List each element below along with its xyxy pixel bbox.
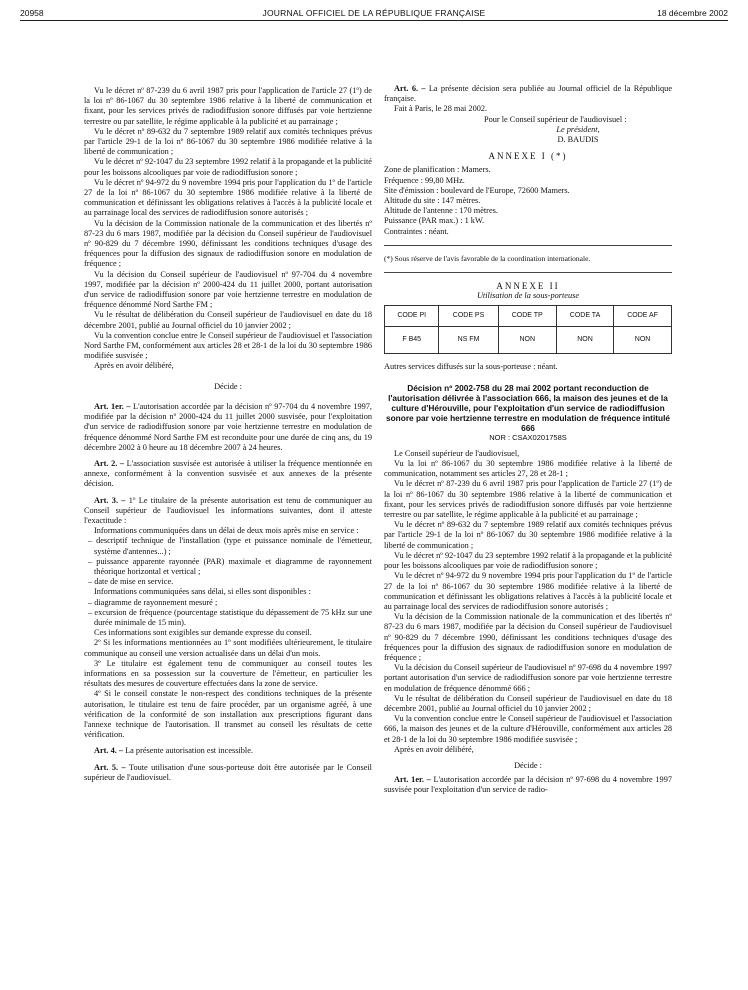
article-paragraph: 2º Si les informations mentionnées au 1º sont modifiées ultérieurement, le titulaire communique au conseil une version actualisée dans un délai d'un mois.	[84, 638, 372, 658]
annexe-item: Site d'émission : boulevard de l'Europe, 72600 Mamers.	[384, 185, 570, 195]
fait-a-paris: Fait à Paris, le 28 mai 2002.	[394, 104, 488, 114]
decide-heading: Décide :	[214, 381, 242, 391]
signature-role: Le président,	[556, 124, 600, 134]
table-header-cell: CODE PI	[385, 306, 439, 327]
article-text: 1º Le titulaire de la présente autorisation est tenu de communiquer au Conseil supérieur de l'audiovisuel les informations suivantes, dont il atteste l'exactitude :	[84, 495, 373, 525]
table-header-cell: CODE TA	[556, 306, 613, 327]
considerant-paragraph: Vu le décret nº 92-1047 du 23 septembre 1992 relatif à la propagande et la publicité pour les boissons alcooliques par voie de radiodiffusion sonore ;	[384, 550, 672, 571]
left-column	[84, 86, 372, 783]
considerant-paragraph: Vu le résultat de délibération du Conseil supérieur de l'audiovisuel en date du 18 décembre 2001, publié au Journal officiel du 10 janvier 2002 ;	[84, 310, 372, 330]
table-cell: NON	[556, 327, 613, 354]
considerant-paragraph: Vu le décret nº 94-972 du 9 novembre 1994 pris pour l'application du 1º de l'article 27 de la loi nº 86-1067 du 30 septembre 1986 modifiée relative à la liberté de communication et définissant les obligations relatives à l'accès à la publicité locale et au parrainage local des services de radiodiffusion sonore autorisés ;	[384, 571, 672, 611]
article-paragraph: Ces informations sont exigibles sur demande expresse du conseil.	[94, 628, 312, 638]
right-column	[384, 84, 672, 796]
decision-title: Décision nº 2002-758 du 28 mai 2002 portant reconduction de l'autorisation délivrée à l'association 666, la maison des jeunes et de la culture d'Hérouville, pour l'exploitation d'un service de radiodiffusion sonore par voie hertzienne terrestre en modulation de fréquence intitulé 666	[386, 382, 670, 433]
info-delay-list	[84, 536, 372, 587]
subcarrier-table	[384, 305, 672, 354]
list-item: – date de mise en service.	[88, 577, 174, 587]
considerant-paragraph: Après en avoir délibéré,	[394, 744, 474, 754]
article-2	[84, 459, 372, 490]
article-paragraph: 3º Le titulaire est également tenu de communiquer au conseil toutes les informations en sa possession sur la couverture de l'émetteur, en particulier les résultats des mesures de couverture effectuées dans la zone de service.	[84, 658, 372, 689]
considerant-paragraph: Vu le décret nº 94-972 du 9 novembre 1994 pris pour l'application du 1º de l'article 27 de la loi nº 86-1067 du 30 septembre 1986 modifiée relative à la liberté de communication et définissant les obligations relatives à l'accès à la publicité locale et au parrainage local des services de radiodiffusion sonore autorisés ;	[84, 177, 372, 218]
list-item: – excursion de fréquence (pourcentage statistique du dépassement de 75 kHz sur une durée minimale de 15 min).	[88, 607, 372, 627]
decision-2-considerants	[384, 449, 672, 755]
page-header	[20, 6, 728, 21]
table-header-cell: CODE PS	[439, 306, 498, 327]
table-cell: NS FM	[439, 327, 498, 354]
annexe-item: Zone de planification : Mamers.	[384, 165, 491, 175]
article-1-decision-2	[384, 775, 672, 795]
article-5	[84, 763, 372, 783]
article-label: Art. 4. –	[94, 746, 124, 756]
considerant-paragraph: Vu le décret nº 87-239 du 6 avril 1987 pris pour l'application de l'article 27 (1º) de la loi nº 86-1067 du 30 septembre 1986 relative à la liberté de communication et fixant, pour les services privés de radiodiffusion sonore diffusés par voie hertzienne terrestre ou par satellite, le régime applicable à la publicité et au parrainage ;	[84, 86, 372, 126]
nor-reference: NOR : CSAX0201758S	[489, 432, 567, 442]
considerant-paragraph: Vu la décision de la Commission nationale de la communication et des libertés nº 87-23 du 6 mars 1987, modifiée par la décision du Conseil supérieur de l'audiovisuel nº 90-829 du 7 décembre 1990, définissant les conditions techniques d'usage des fréquences pour la diffusion des signaux de radiodiffusion sonore en modulation de fréquence ;	[384, 612, 672, 662]
article-text: L'autorisation accordée par la décision nº 97-704 du 4 novembre 1997, modifiée par la décision nº 2000-424 du 11 juillet 2000 susvisée, pour l'exploitation d'un service de radiodiffusion sonore par voie hertzienne terrestre en modulation de fréquence dénommé Nord Sarthe FM est reconduite pour une durée de cinq ans, du 19 décembre 2002 à 0 heure au 18 décembre 2007 à 24 heures.	[84, 401, 373, 452]
considerant-paragraph: Vu le décret nº 92-1047 du 23 septembre 1992 relatif à la propagande et la publicité pour les boissons alcooliques par voie de radiodiffusion sonore ;	[84, 157, 372, 177]
article-label: Art. 5. –	[94, 762, 126, 772]
page-number: 20958	[20, 8, 44, 18]
article-3-continued	[84, 628, 372, 740]
signatory-name: D. BAUDIS	[557, 135, 599, 145]
article-label: Art. 2. –	[94, 458, 125, 468]
journal-title: JOURNAL OFFICIEL DE LA RÉPUBLIQUE FRANÇAISE	[262, 8, 486, 18]
table-row	[385, 327, 672, 354]
issue-date: 18 décembre 2002	[657, 8, 728, 18]
article-text: L'autorisation accordée par la décision nº 97-698 du 4 novembre 1997 susvisée pour l'exploitation d'un service de radio-	[384, 775, 672, 795]
considerant-paragraph: Vu la convention conclue entre le Conseil supérieur de l'audiovisuel et l'association 666, la maison des jeunes et de la culture d'Hérouville, conformément aux articles 28 et 28-1 de la loi du 30 septembre 1986 modifiée susvisée ;	[384, 714, 672, 744]
annexe-item: Fréquence : 99,80 MHz.	[384, 175, 465, 185]
considerant-paragraph: Vu le décret nº 89-632 du 7 septembre 1989 relatif aux comités techniques prévus par l'article 29-1 de la loi nº 86-1067 du 30 septembre 1986 modifiée relative à la liberté de communication ;	[384, 520, 672, 550]
table-cell: NON	[498, 327, 556, 354]
table-header-cell: CODE TP	[498, 306, 556, 327]
table-header-cell: CODE AF	[614, 306, 672, 327]
annexe-1-list	[384, 165, 672, 236]
annexe-2-title: ANNEXE II	[496, 281, 560, 292]
annexe-1-title: ANNEXE I (*)	[488, 151, 568, 162]
article-4	[84, 746, 372, 756]
considerant-paragraph: Vu le décret nº 87-239 du 6 avril 1987 pris pour l'application de l'article 27 (1º) de la loi nº 86-1067 du 30 septembre 1986 relative à la liberté de communication et fixant, pour les services privés de radiodiffusion sonore diffusés par voie hertzienne terrestre ou par satellite, le régime applicable à la publicité et au parrainage ;	[384, 479, 672, 520]
decide-heading-2: Décide :	[514, 760, 542, 770]
info-now: Informations communiquées sans délai, si elles sont disponibles :	[94, 587, 311, 597]
considerant-paragraph: Vu la convention conclue entre le Conseil supérieur de l'audiovisuel et l'association Nord Sarthe FM, conformément aux articles 28 et 28-1 de la loi du 30 septembre 1986 modifiée susvisée ;	[84, 330, 372, 361]
article-3	[84, 496, 372, 527]
list-item: – descriptif technique de l'installation (type et puissance nominale de l'émetteur, système d'antennes...) ;	[88, 536, 372, 556]
considerant-paragraph: Vu la loi nº 86-1067 du 30 septembre 1986 modifiée relative à la liberté de communication, notamment ses articles 27, 28 et 28-1 ;	[384, 459, 672, 479]
article-text: La présente autorisation est incessible.	[125, 746, 253, 756]
list-item: – puissance apparente rayonnée (PAR) maximale et diagramme de rayonnement théorique horizontal et vertical ;	[88, 556, 372, 576]
considerant-paragraph: Vu la décision du Conseil supérieur de l'audiovisuel nº 97-698 du 4 novembre 1997 portant autorisation d'un service de radiodiffusion sonore par voie hertzienne terrestre en modulation de fréquence dénommé 666 ;	[384, 663, 672, 693]
signature-pour: Pour le Conseil supérieur de l'audiovisuel :	[484, 114, 627, 124]
info-delay: Informations communiquées dans un délai de deux mois après mise en service :	[94, 526, 359, 536]
annexe-item: Puissance (PAR max.) : 1 kW.	[384, 216, 485, 226]
considerants-list	[84, 86, 372, 372]
table-cell: F B45	[385, 327, 439, 354]
autres-services: Autres services diffusés sur la sous-porteuse : néant.	[384, 362, 558, 372]
considerant-paragraph: Vu la décision de la Commission nationale de la communication et des libertés nº 87-23 du 6 mars 1987, modifiée par la décision du Conseil supérieur de l'audiovisuel nº 90-829 du 7 décembre 1990, définissant les conditions techniques d'usage des fréquences pour la diffusion des signaux de radiodiffusion sonore en modulation de fréquence ;	[84, 218, 372, 269]
info-now-list	[84, 598, 372, 629]
article-6	[384, 84, 672, 104]
article-label: Art. 3. –	[94, 495, 126, 505]
divider	[384, 245, 672, 246]
article-1	[84, 402, 372, 453]
considerant-paragraph: Vu le décret nº 89-632 du 7 septembre 1989 relatif aux comités techniques prévus par l'article 29-1 de la loi nº 86-1067 du 30 septembre 1986 modifiée relative à la liberté de communication ;	[84, 126, 372, 157]
considerant-paragraph: Après en avoir délibéré,	[94, 361, 174, 371]
annexe-item: Altitude du site : 147 mètres.	[384, 196, 481, 206]
article-text: L'association susvisée est autorisée à utiliser la fréquence mentionnée en annexe, conformément à la convention susvisée et aux annexes de la présente décision.	[84, 458, 373, 489]
annexe-item: Altitude de l'antenne : 170 mètres.	[384, 206, 498, 216]
considerant-paragraph: Le Conseil supérieur de l'audiovisuel,	[394, 448, 520, 458]
article-label: Art. 1er. –	[394, 775, 431, 785]
table-cell: NON	[614, 327, 672, 354]
article-text: Toute utilisation d'une sous-porteuse doit être autorisée par le Conseil supérieur de l'audiovisuel.	[84, 762, 372, 782]
article-label: Art. 1er. –	[94, 401, 131, 411]
annexe-1-note: (*) Sous réserve de l'avis favorable de la coordination internationale.	[384, 253, 591, 263]
annexe-item: Contraintes : néant.	[384, 226, 449, 236]
article-label: Art. 6. –	[394, 84, 426, 93]
annexe-2-subtitle: Utilisation de la sous-porteuse	[476, 291, 580, 301]
considerant-paragraph: Vu le résultat de délibération du Conseil supérieur de l'audiovisuel en date du 18 décembre 2001, publié au Journal officiel du 10 janvier 2002 ;	[384, 693, 672, 713]
article-paragraph: 4º Si le conseil constate le non-respect des conditions techniques de la présente autorisation, le titulaire est tenu de faire procéder, par un organisme agréé, à une vérification de la conformité de son installation aux prescriptions figurant dans l'annexe technique de l'autorisation. Il transmet au conseil les résultats de cette vérification.	[84, 689, 372, 740]
divider	[384, 272, 672, 273]
considerant-paragraph: Vu la décision du Conseil supérieur de l'audiovisuel nº 97-704 du 4 novembre 1997, modifiée par la décision nº 2000-424 du 11 juillet 2000, portant autorisation d'un service de radiodiffusion sonore par voie hertzienne terrestre en modulation de fréquence dénommé Nord Sarthe FM ;	[84, 269, 372, 310]
article-text: La présente décision sera publiée au Journal officiel de la République française.	[384, 84, 673, 104]
table-header-row	[385, 306, 672, 327]
list-item: – diagramme de rayonnement mesuré ;	[88, 597, 218, 607]
